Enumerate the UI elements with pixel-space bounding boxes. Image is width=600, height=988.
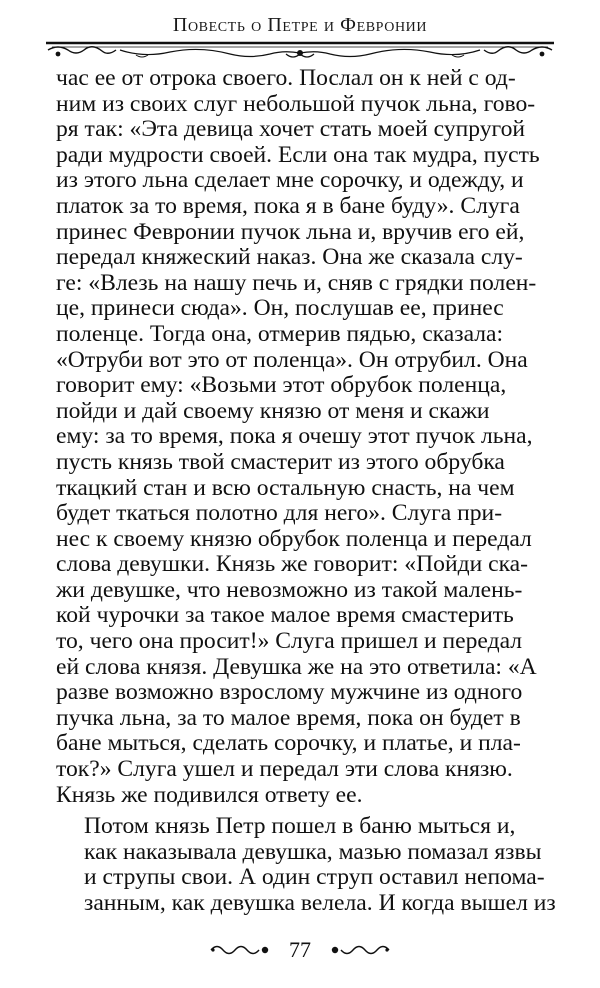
text-line: кой чурочки за такое малое время смастерить xyxy=(56,602,514,629)
text-line: це, принеси сюда». Он, послушав ее, принес xyxy=(56,295,504,322)
text-line: ради мудрости своей. Если она так мудра, пусть xyxy=(56,141,540,168)
text-line: пойди и дай своему князю от меня и скажи xyxy=(56,397,490,424)
text-line: принес Февронии пучок льна и, вручив его ей, xyxy=(56,218,525,245)
text-line: жи девушке, что невозможно из такой малень- xyxy=(56,576,523,603)
page-number: 77 xyxy=(289,937,311,962)
text-line: нес к своему князю обрубок поленца и передал xyxy=(56,525,532,552)
text-line: разве возможно взрослому мужчине из одного xyxy=(56,679,523,706)
text-line: то, чего она просит!» Слуга пришел и передал xyxy=(56,628,523,655)
text-line: ему: за то время, пока я очешу этот пучок льна, xyxy=(56,423,533,450)
text-line: «Отруби вот это от поленца». Он отрубил. Она xyxy=(56,346,528,373)
text-line: ткацкий стан и всю остальную снасть, на чем xyxy=(56,474,515,501)
text-line: ря так: «Эта девица хочет стать моей супругой xyxy=(56,116,526,143)
text-line: как наказывала девушка, мазью помазал язвы xyxy=(84,838,542,865)
paragraph-2 xyxy=(56,813,556,916)
text-line: Потом князь Петр пошел в баню мыться и, xyxy=(84,813,516,840)
text-line: будет ткаться полотно для него». Слуга при- xyxy=(56,500,503,527)
text-line: слова девушки. Князь же говорит: «Пойди ска- xyxy=(56,551,529,578)
text-line: передал княжеский наказ. Она же сказала слу- xyxy=(56,244,523,271)
text-line: ге: «Влезь на нашу печь и, сняв с грядки полен- xyxy=(56,269,537,296)
vine-ornament-icon xyxy=(209,942,273,958)
text-line: занным, как девушка велела. И когда вышел из xyxy=(84,890,556,916)
text-line: поленце. Тогда она, отмерив пядью, сказала: xyxy=(56,320,504,347)
text-line: говорит ему: «Возьми этот обрубок поленца, xyxy=(56,372,507,399)
text-line: платок за то время, пока я в бане буду». Слуга xyxy=(56,192,520,219)
text-line: ток?» Слуга ушел и передал эти слова князю. xyxy=(56,756,513,783)
page-footer xyxy=(0,936,600,964)
text-line: Князь же подивился ответу ее. xyxy=(56,781,363,808)
text-line: пучка льна, за то малое время, пока он будет в xyxy=(56,704,521,731)
vine-ornament-icon xyxy=(327,942,391,958)
text-line: из этого льна сделает мне сорочку, и одежду, и xyxy=(56,167,524,194)
text-line: бане мыться, сделать сорочку, и платье, и пла- xyxy=(56,730,521,757)
scroll-ornament-icon xyxy=(46,40,554,62)
paragraph-1 xyxy=(56,66,546,808)
text-line: ним из своих слуг небольшой пучок льна, гово- xyxy=(56,90,536,117)
text-line: и струпы свои. А один струп оставил непома- xyxy=(84,864,545,891)
text-line: ей слова князя. Девушка же на это ответила: «А xyxy=(56,653,537,680)
text-line: час ее от отрока своего. Послал он к ней с од- xyxy=(56,65,516,91)
text-body xyxy=(56,65,556,917)
text-line: пусть князь твой смастерит из этого обрубка xyxy=(56,448,505,475)
running-head: Повесть о Петре и Февронии xyxy=(172,14,428,36)
